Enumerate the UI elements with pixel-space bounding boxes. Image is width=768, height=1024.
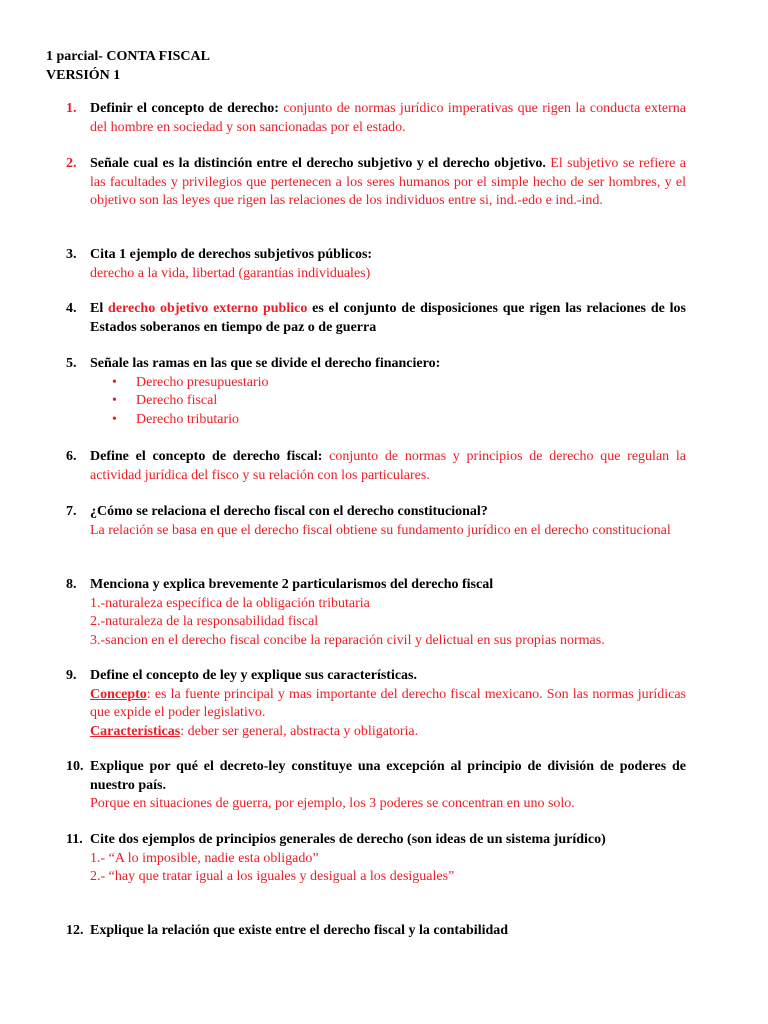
answer-text: conjunto de normas y principios de derecho que regulan la actividad jurídica del fisco y su relación con los particulares. — [90, 449, 686, 483]
answer-text: conjunto de normas jurídico imperativas que rigen la conducta externa del hombre en sociedad y son sancionadas por el estado. — [90, 101, 686, 135]
question-1 — [46, 100, 686, 137]
question-number: 8. — [66, 577, 77, 592]
question-text: Cite dos ejemplos de principios generales de derecho (son ideas de un sistema jurídico) — [90, 832, 606, 847]
question-12 — [46, 922, 686, 941]
concepto-answer — [90, 686, 686, 723]
document-header — [46, 47, 210, 85]
answer-line: 3.-sancion en el derecho fiscal concibe la reparación civil y delictual en sus propias normas. — [90, 632, 605, 648]
question-number: 9. — [66, 668, 77, 683]
question-8 — [46, 576, 686, 650]
question-5 — [46, 355, 686, 429]
question-text-highlight: derecho objetivo externo publico — [108, 301, 308, 316]
question-number: 3. — [66, 247, 77, 262]
question-3 — [46, 246, 686, 283]
concepto-text: : es la fuente principal y mas importante del derecho fiscal mexicano. Son las normas jurídicas que expide el poder legislativo. — [90, 686, 686, 720]
answer-line: 2.- “hay que tratar igual a los iguales y desigual a los desiguales” — [90, 869, 455, 884]
caracteristicas-label: Características — [90, 723, 181, 739]
question-text: Señale las ramas en las que se divide el derecho financiero: — [90, 356, 441, 371]
question-number: 5. — [66, 356, 77, 371]
question-number: 7. — [66, 504, 77, 519]
question-text-pre: El — [90, 301, 109, 316]
answer-text: derecho a la vida, libertad (garantías individuales) — [90, 265, 371, 281]
question-text: ¿Cómo se relaciona el derecho fiscal con el derecho constitucional? — [90, 504, 488, 519]
question-6 — [46, 448, 686, 485]
answer-line: 2.-naturaleza de la responsabilidad fiscal — [90, 614, 319, 629]
question-text: Señale cual es la distinción entre el derecho subjetivo y el derecho objetivo. — [90, 156, 546, 171]
question-number: 12. — [66, 923, 84, 938]
answer-line: 1.-naturaleza específica de la obligación tributaria — [90, 595, 370, 611]
question-number: 6. — [66, 449, 77, 464]
question-11 — [46, 831, 686, 887]
caracteristicas-text: : deber ser general, abstracta y obligatoria. — [180, 723, 419, 739]
question-number: 2. — [66, 156, 77, 171]
question-text: Define el concepto de ley y explique sus características. — [90, 668, 417, 683]
list-item: • Derecho tributario — [90, 411, 686, 430]
question-text: Menciona y explica brevemente 2 particularismos del derecho fiscal — [90, 577, 494, 592]
list-item: • Derecho fiscal — [90, 392, 686, 411]
answer-text: La relación se basa en que el derecho fiscal obtiene su fundamento jurídico en el derecho constitucional — [90, 522, 671, 538]
question-text: Define el concepto de derecho fiscal: — [90, 449, 323, 464]
question-number: 11. — [66, 832, 83, 847]
question-number: 10. — [66, 759, 84, 774]
concepto-label: Concepto — [90, 686, 147, 702]
bullet-list — [90, 374, 686, 430]
question-7 — [46, 503, 686, 540]
caracteristicas-answer — [90, 723, 686, 742]
question-text: Explique la relación que existe entre el derecho fiscal y la contabilidad — [90, 923, 509, 938]
question-number: 1. — [66, 101, 77, 116]
question-4 — [46, 300, 686, 337]
question-9 — [46, 667, 686, 741]
question-10 — [46, 758, 686, 814]
question-text-post: es el conjunto de disposiciones que rigen las relaciones de los Estados soberanos en tiempo de paz o de guerra — [90, 301, 686, 335]
answer-line: 1.- “A lo imposible, nadie esta obligado” — [90, 850, 319, 866]
header-version: VERSIÓN 1 — [46, 68, 121, 83]
question-number: 4. — [66, 301, 77, 316]
question-text: Cita 1 ejemplo de derechos subjetivos públicos: — [90, 247, 373, 262]
question-text: Explique por qué el decreto-ley constituye una excepción al principio de división de poderes de nuestro país. — [90, 759, 686, 793]
header-title: 1 parcial- CONTA FISCAL — [46, 49, 210, 64]
question-text: Definir el concepto de derecho: — [90, 101, 279, 116]
answer-text: Porque en situaciones de guerra, por ejemplo, los 3 poderes se concentran en uno solo. — [90, 796, 575, 811]
answer-text: El subjetivo se refiere a las facultades y privilegios que pertenecen a los seres humanos por el simple hecho de ser hombres, y el objetivo son las leyes que rigen las relaciones de los individuos entre si, ind.-edo e ind.-ind. — [90, 156, 686, 208]
list-item: • Derecho presupuestario — [90, 374, 686, 393]
question-2 — [46, 155, 686, 211]
